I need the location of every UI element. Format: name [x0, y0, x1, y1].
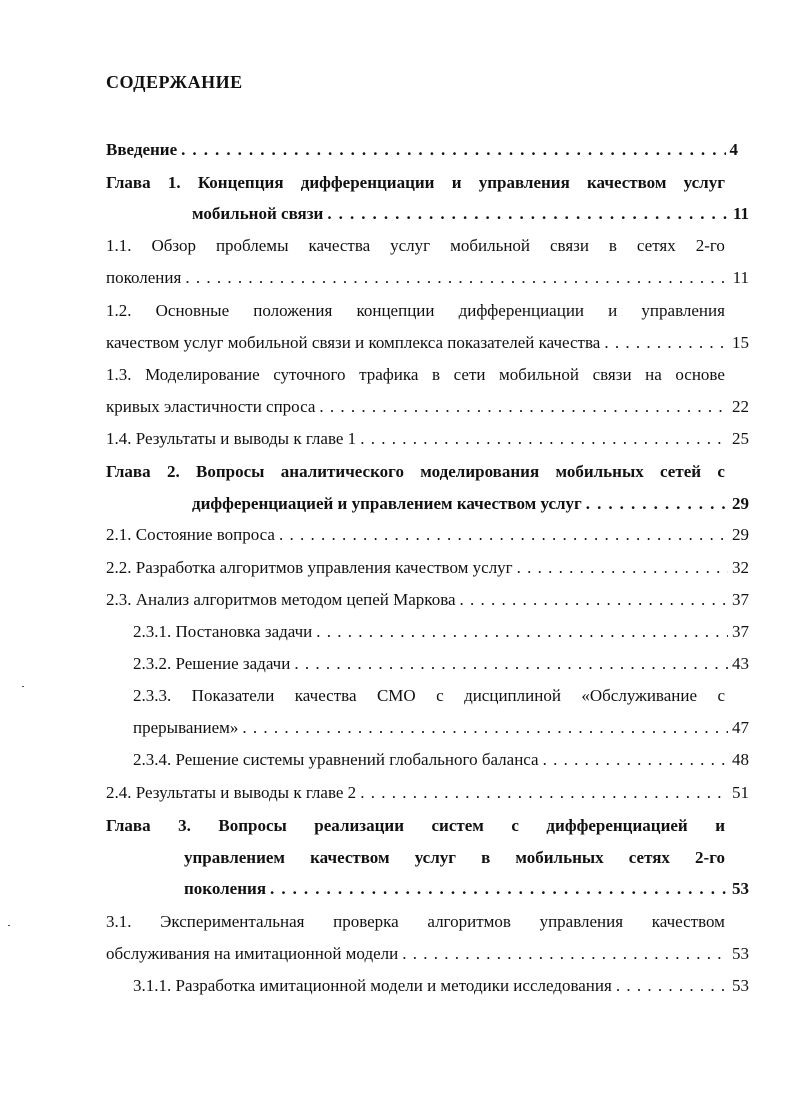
toc-page-number: 53: [732, 879, 749, 898]
toc-entry-1-3-line-1[interactable]: [106, 364, 725, 386]
word: мобильной: [450, 236, 531, 255]
dot-leader: [543, 749, 728, 771]
toc-entry-2-2[interactable]: [106, 557, 749, 579]
word: качества: [294, 686, 357, 705]
toc-entry-3-1-line-1[interactable]: [106, 911, 725, 933]
dot-leader: [327, 203, 729, 225]
toc-entry-title: 2.1. Состояние вопроса: [106, 525, 275, 544]
toc-entry-title: Введение: [106, 140, 178, 159]
toc-entry-title: поколения: [184, 879, 267, 898]
word: трафика: [359, 365, 419, 384]
word: сетях: [636, 236, 676, 255]
toc-page-number: 11: [732, 204, 749, 223]
word: и: [451, 173, 462, 192]
toc-entry-2-3-3-line-1[interactable]: [133, 685, 725, 707]
word: сетях: [628, 848, 670, 867]
word: услуг: [683, 173, 725, 192]
word: Основные: [155, 301, 230, 320]
word: 3.: [178, 816, 191, 835]
toc-entry-chapter-3-line-1[interactable]: [106, 815, 725, 837]
word: моделирования: [420, 462, 540, 481]
toc-entry-title: обслуживания на имитационной модели: [106, 944, 399, 963]
toc-entry-title: 2.4. Результаты и выводы к главе 2: [106, 783, 357, 802]
dot-leader: [242, 717, 728, 739]
word: концепции: [356, 301, 435, 320]
word: на: [645, 365, 662, 384]
toc-page-number: 51: [732, 783, 749, 802]
word: с: [717, 686, 725, 705]
toc-entry-2-1[interactable]: [106, 524, 749, 546]
toc-entry-title: качеством услуг мобильной связи и комплекса показателей качества: [106, 333, 601, 352]
word: и: [715, 816, 725, 835]
toc-entry-2-3-2[interactable]: [133, 653, 749, 675]
toc-entry-2-3-3-line-2[interactable]: [133, 717, 749, 739]
dot-leader: [279, 524, 728, 546]
page-title: СОДЕРЖАНИЕ: [106, 72, 243, 92]
dot-leader: [517, 557, 728, 579]
word: 3.1.: [106, 912, 132, 931]
word: реализации: [314, 816, 404, 835]
word: «Обслуживание: [581, 686, 698, 705]
toc-page-number: 37: [732, 622, 749, 641]
toc-entry-title: дифференциацией и управлением качеством услуг: [192, 494, 582, 513]
word: дифференциацией: [546, 816, 688, 835]
word: услуг: [390, 236, 431, 255]
toc-entry-title: поколения: [106, 268, 182, 287]
toc-entry-title: 2.3.1. Постановка задачи: [133, 622, 313, 641]
word: 1.: [167, 173, 181, 192]
toc-page-number: 43: [732, 654, 749, 673]
toc-page-number: 4: [729, 140, 738, 159]
dot-leader: [604, 332, 728, 354]
toc-page-number: 11: [732, 268, 749, 287]
scan-speck: [22, 686, 24, 687]
word: управлением: [184, 848, 286, 867]
toc-entry-1-2-line-1[interactable]: [106, 300, 725, 322]
toc-page-number: 53: [732, 976, 749, 995]
toc-entry-title: 3.1.1. Разработка имитационной модели и методики исследования: [133, 976, 612, 995]
word: дифференциации: [300, 173, 435, 192]
word: с: [436, 686, 444, 705]
word: суточного: [273, 365, 346, 384]
toc-page-number: 29: [732, 525, 749, 544]
toc-entry-title: 2.3.2. Решение задачи: [133, 654, 291, 673]
toc-entry-chapter-1-line-1[interactable]: [106, 172, 725, 194]
toc-entry-2-3-4[interactable]: [133, 749, 749, 771]
toc-entry-1-4[interactable]: [106, 428, 749, 450]
toc-entry-title: 2.2. Разработка алгоритмов управления качеством услуг: [106, 558, 513, 577]
toc-entry-1-3-line-2[interactable]: [106, 396, 749, 418]
toc-entry-chapter-3-line-3[interactable]: [184, 878, 749, 900]
word: связи: [592, 365, 632, 384]
toc-entry-chapter-3-line-2[interactable]: [184, 847, 725, 869]
word: дифференциации: [458, 301, 585, 320]
toc-entry-title: мобильной связи: [192, 204, 324, 223]
word: сетей: [660, 462, 702, 481]
dot-leader: [460, 589, 728, 611]
toc-entry-2-4[interactable]: [106, 782, 749, 804]
word: сети: [453, 365, 486, 384]
toc-entry-chapter-2-line-1[interactable]: [106, 461, 725, 483]
toc-page-number: 37: [732, 590, 749, 609]
toc-page-number: 47: [732, 718, 749, 737]
dot-leader: [319, 396, 728, 418]
toc-entry-1-2-line-2[interactable]: [106, 332, 749, 354]
word: качеством: [587, 173, 667, 192]
toc-entry-title: 1.4. Результаты и выводы к главе 1: [106, 429, 357, 448]
toc-page-number: 25: [732, 429, 749, 448]
word: Обзор: [151, 236, 196, 255]
word: 1.2.: [106, 301, 132, 320]
word: СМО: [376, 686, 416, 705]
toc-entry-introduction[interactable]: [106, 139, 738, 161]
word: качества: [308, 236, 371, 255]
word: основе: [675, 365, 725, 384]
word: 2.: [166, 462, 180, 481]
word: связи: [549, 236, 589, 255]
word: услуг: [414, 848, 456, 867]
word: Глава: [106, 462, 151, 481]
dot-leader: [360, 428, 728, 450]
toc-page-number: 15: [732, 333, 749, 352]
word: управления: [641, 301, 725, 320]
scan-speck: [8, 925, 10, 926]
toc-entry-title: прерыванием»: [133, 718, 239, 737]
toc-entry-3-1-1[interactable]: [133, 975, 749, 997]
toc-page-number: 32: [732, 558, 749, 577]
word: и: [608, 301, 618, 320]
toc-entry-1-1-line-1[interactable]: [106, 235, 725, 257]
toc-page-number: 22: [732, 397, 749, 416]
toc-entry-title: 2.3.4. Решение системы уравнений глобального баланса: [133, 750, 539, 769]
toc-entry-chapter-1-line-2[interactable]: [192, 203, 749, 225]
dot-leader: [270, 878, 728, 900]
dot-leader: [586, 493, 728, 515]
word: Моделирование: [145, 365, 260, 384]
word: систем: [431, 816, 484, 835]
word: управления: [478, 173, 570, 192]
word: Вопросы: [196, 462, 265, 481]
word: качеством: [310, 848, 390, 867]
word: мобильных: [515, 848, 604, 867]
word: качеством: [651, 912, 725, 931]
word: в: [432, 365, 441, 384]
word: в: [481, 848, 491, 867]
toc-entry-2-3-1[interactable]: [133, 621, 749, 643]
word: Экспериментальная: [160, 912, 305, 931]
dot-leader: [294, 653, 728, 675]
word: дисциплиной: [464, 686, 561, 705]
word: 2.3.3.: [133, 686, 172, 705]
word: с: [511, 816, 519, 835]
toc-entry-2-3[interactable]: [106, 589, 749, 611]
dot-leader: [402, 943, 728, 965]
toc-entry-chapter-2-line-2[interactable]: [192, 493, 749, 515]
word: 2-го: [695, 236, 725, 255]
toc-page-number: 29: [732, 494, 749, 513]
word: проблемы: [215, 236, 289, 255]
word: управления: [539, 912, 624, 931]
word: Глава: [106, 173, 151, 192]
dot-leader: [316, 621, 728, 643]
word: Концепция: [197, 173, 284, 192]
word: мобильных: [555, 462, 644, 481]
toc-page-number: 48: [732, 750, 749, 769]
word: Вопросы: [218, 816, 287, 835]
word: мобильной: [499, 365, 579, 384]
toc-entry-3-1-line-2[interactable]: [106, 943, 749, 965]
word: с: [717, 462, 725, 481]
word: аналитического: [280, 462, 404, 481]
word: Показатели: [191, 686, 275, 705]
word: в: [608, 236, 617, 255]
toc-entry-title: кривых эластичности спроса: [106, 397, 316, 416]
word: положения: [253, 301, 333, 320]
word: алгоритмов: [427, 912, 511, 931]
word: проверка: [333, 912, 399, 931]
word: 2-го: [695, 848, 725, 867]
dot-leader: [616, 975, 728, 997]
toc-entry-title: 2.3. Анализ алгоритмов методом цепей Маркова: [106, 590, 456, 609]
dot-leader: [181, 139, 725, 161]
toc-entry-1-1-line-2[interactable]: [106, 267, 749, 289]
word: 1.3.: [106, 365, 132, 384]
dot-leader: [185, 267, 728, 289]
word: Глава: [106, 816, 151, 835]
word: 1.1.: [106, 236, 132, 255]
dot-leader: [360, 782, 728, 804]
toc-page-number: 53: [732, 944, 749, 963]
